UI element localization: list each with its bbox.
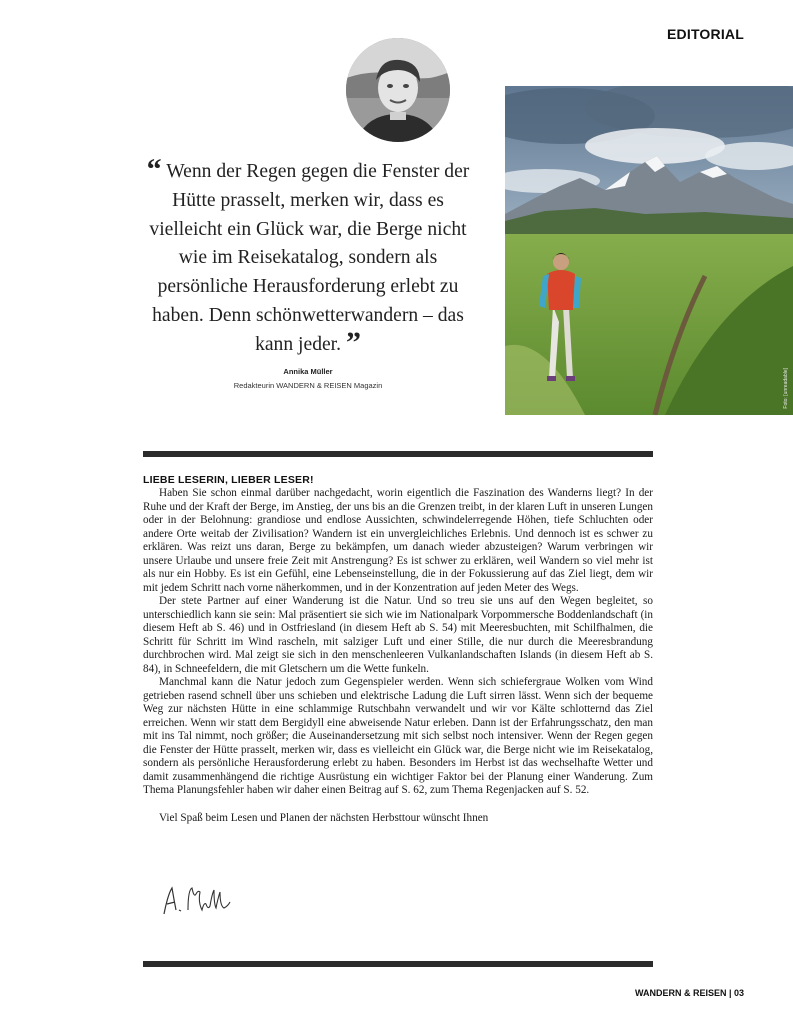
photo-credit: Foto: [unreadable] [783,368,789,409]
article-paragraph: Manchmal kann die Natur jedoch zum Gegenspieler werden. Wenn sich schiefergraue Wolken vom Wind getrieben rasend schnell über uns schieben und elektrische Ladung die Luft sirren lässt. Wenn sich der bequeme Weg zur nächsten Hütte in eine schlammige Rutschbahn verwandelt und wir vor Kälte schlotternd das Ziel erreichen. Wenn wir statt dem Bergidyll eine abweisende Natur erleben. Dann ist der Erfahrungsschatz, den man mit ins Tal nimmt, noch größer; die Auseinandersetzung mit sich selbst noch intensiver. Wenn der Regen gegen die Fenster der Hütte prasselt, merken wir, dass es vielleicht ein Glück war, die Berge nicht wie im Reisekatalog, sondern als persönliche Herausforderung erlebt zu haben. Besonders im Herbst ist das wechselhafte Wetter und damit zusammenhängend die richtige Ausrüstung ein wichtiger Faktor bei der Planung einer Wanderung. Zum Thema Planungsfehler haben wir daher einen Beitrag auf S. 62, zum Thema Regenjacken auf S. 52. [143,676,653,796]
pull-quote [140,153,476,360]
author-avatar [346,38,450,142]
page-footer: WANDERN & REISEN | 03 [634,988,744,998]
article-paragraph: Der stete Partner auf einer Wanderung ist die Natur. Und so treu sie uns auf den Wegen begleitet, so unterschiedlich kann sie sein: Mal präsentiert sie sich wie im Nationalpark Vorpommersche Boddenlandschaft (in diesem Heft ab S. 46) und in Ostfriesland (in diesem Heft ab S. 54) mit Meeresbuchten, mit Schilfhalmen, die Schritt für Schritt im Wind rascheln, mit salziger Luft und einer Stille, die nur durch die Meeresbrandung durchbrochen wird. Mal zeigt sie sich in den menschenleeren Vulkanlandschaften Islands (in diesem Heft ab S. 84), in Schneefeldern, die mit Gletschern um die Wette funkeln. [143,595,653,675]
editorial-article [143,473,653,825]
author-portrait-image [346,38,450,142]
article-paragraph: Haben Sie schon einmal darüber nachgedacht, worin eigentlich die Faszination des Wanderns liegt? In der Ruhe und der Kraft der Berge, im Anstieg, der uns bis an die Grenzen treibt, in der klaren Luft in unseren Lungen oder in der Belohnung: grandiose und endlose Aussichten, schwindelerregende Höhen, tiefe Schluchten oder andere Orte weitab der Zivilisation? Wandern ist ein unvergleichliches Erlebnis. Und dennoch ist es schwer zu erklären. Was reizt uns daran, Berge zu bekämpfen, um danach wieder abzusteigen? Warum verbringen wir unsere Urlaube und unsere freie Zeit mit Anstrengung? Es ist schwer zu erklären, weil Wandern so viel mehr ist als nur ein Hobby. Es ist ein Gefühl, eine Lebenseinstellung, die in der Fokussierung auf das Ziel liegt, dem wir mit jedem Schritt nach vorne näherkommen, und in der Konzentration auf jeden Meter des Wegs. [143,487,653,594]
close-quote-mark: ” [345,325,361,359]
author-signature [158,880,238,920]
author-name: Annika Müller [283,367,333,376]
pull-quote-text: Wenn der Regen gegen die Fenster der Hütte prasselt, merken wir, dass es vielleicht ein Glück war, die Berge nicht wie im Reisekatalog, sondern als persönliche Herausforderung erlebt zu haben. Denn schönwetterwandern – das kann jeder. [149,161,470,355]
bottom-divider [143,961,653,967]
top-divider [143,451,653,457]
hiker-mountain-photo [505,86,793,415]
section-label: EDITORIAL [667,26,744,42]
open-quote-mark: “ [146,153,162,186]
closing-line: Viel Spaß beim Lesen und Planen der nächsten Herbsttour wünscht Ihnen [159,811,489,824]
author-role: Redakteurin WANDERN & REISEN Magazin [233,381,383,390]
article-heading: LIEBE LESERIN, LIEBER LESER! [143,474,314,486]
